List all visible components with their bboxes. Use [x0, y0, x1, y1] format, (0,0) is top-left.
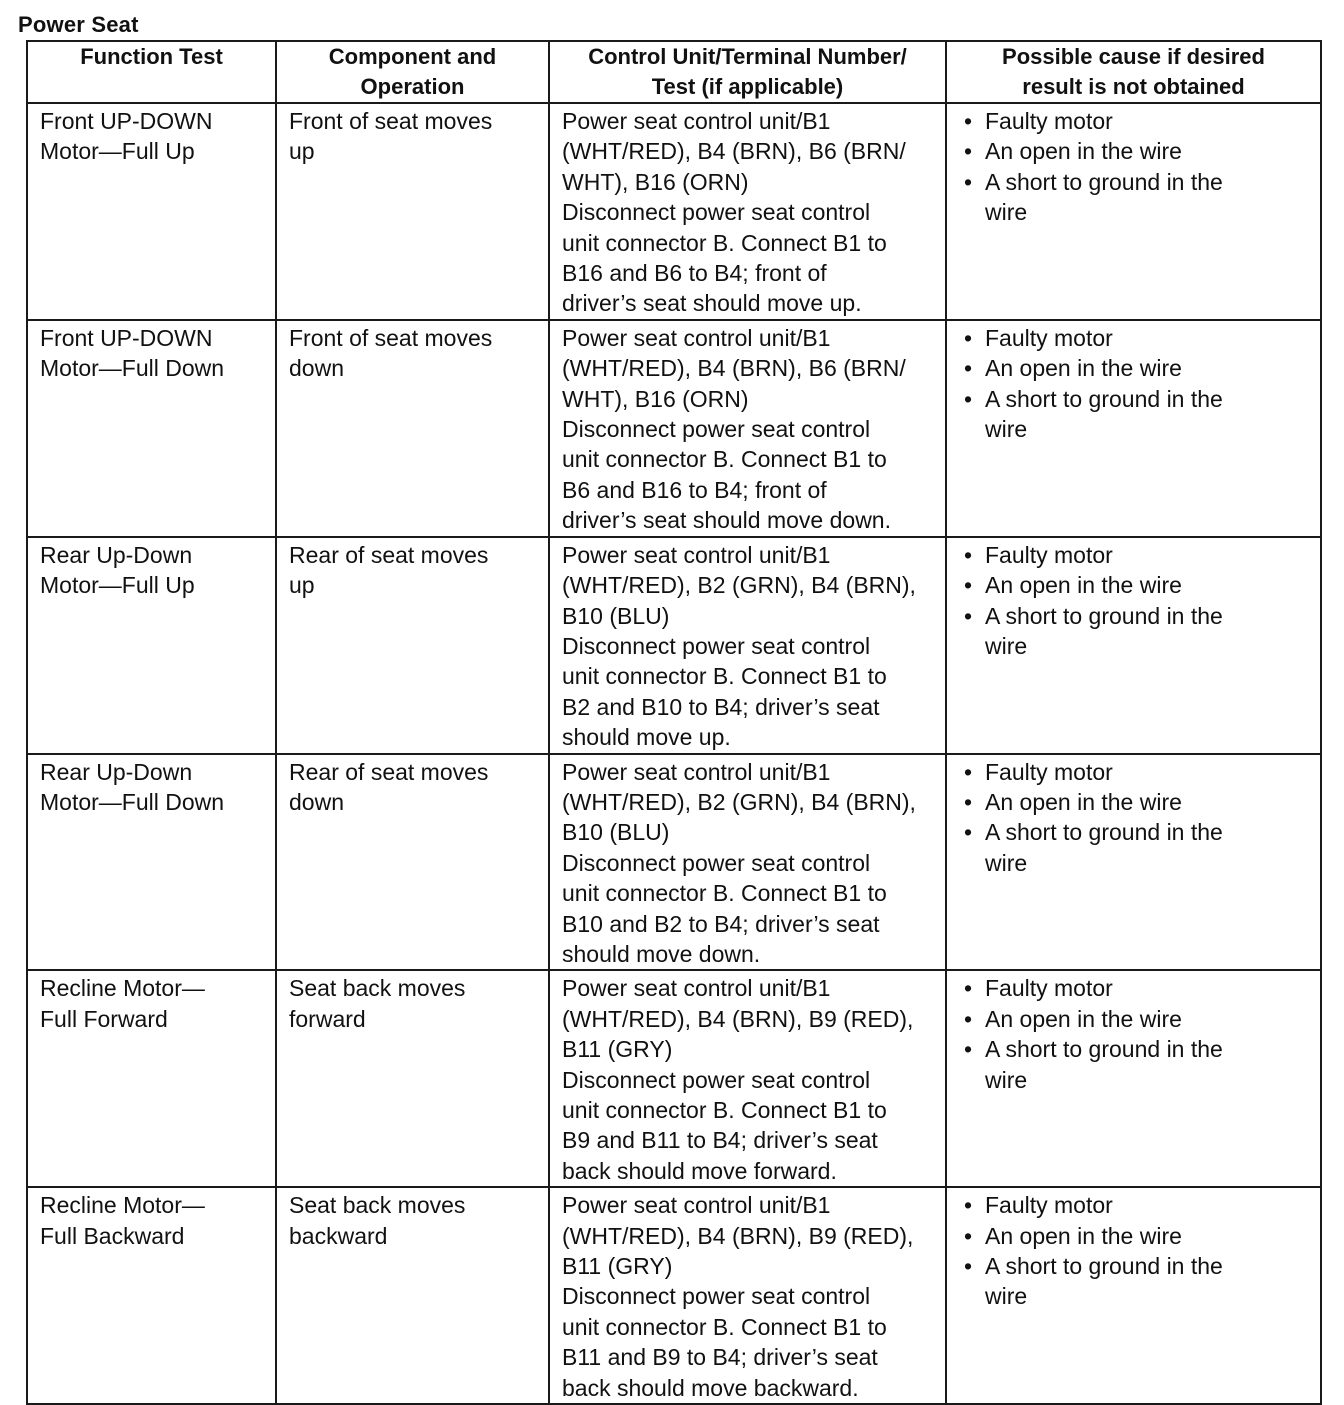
- component-operation-line: up: [289, 572, 315, 599]
- cause-item: [959, 973, 1314, 1003]
- control-unit-line: B9 and B11 to B4; driver’s seat: [562, 1127, 878, 1154]
- cause-item: [959, 570, 1314, 600]
- cause-line: A short to ground in the: [985, 819, 1223, 846]
- cause-line: Faulty motor: [985, 541, 1113, 568]
- bullet-icon: •: [964, 1005, 973, 1032]
- cause-line: Faulty motor: [985, 975, 1113, 1002]
- bullet-icon: •: [964, 1192, 973, 1219]
- cause-line: Faulty motor: [985, 758, 1113, 785]
- header-function-test: [27, 41, 276, 103]
- cause-line: An open in the wire: [985, 1005, 1182, 1032]
- control-unit-line: Power seat control unit/B1: [562, 758, 831, 785]
- function-test-line: Rear Up-Down: [40, 541, 193, 568]
- cause-line: wire: [985, 416, 1028, 443]
- function-test-line: Rear Up-Down: [40, 758, 193, 785]
- control-unit-cell: [549, 320, 946, 537]
- cause-line: Faulty motor: [985, 1192, 1113, 1219]
- cause-line: An open in the wire: [985, 1222, 1182, 1249]
- table-row: [27, 537, 1321, 754]
- possible-cause-cell: [946, 103, 1321, 320]
- function-test-line: Motor—Full Down: [40, 355, 225, 382]
- control-unit-line: unit connector B. Connect B1 to: [562, 229, 887, 256]
- function-test-line: Motor—Full Down: [40, 788, 225, 815]
- function-test-line: Front UP-DOWN: [40, 324, 213, 351]
- possible-cause-cell: [946, 970, 1321, 1187]
- function-test-line: Full Forward: [40, 1005, 168, 1032]
- component-operation-cell: [276, 754, 549, 971]
- cause-list: [959, 540, 1314, 662]
- cause-list: [959, 973, 1314, 1095]
- header-line: Operation: [360, 74, 465, 99]
- header-line: Possible cause if desired: [1002, 44, 1265, 69]
- control-unit-line: back should move backward.: [562, 1374, 859, 1401]
- control-unit-line: Disconnect power seat control: [562, 199, 871, 226]
- control-unit-line: B11 (GRY): [562, 1036, 673, 1063]
- table-row: [27, 320, 1321, 537]
- control-unit-line: (WHT/RED), B4 (BRN), B9 (RED),: [562, 1005, 914, 1032]
- control-unit-line: B11 (GRY): [562, 1253, 673, 1280]
- table-row: [27, 1187, 1321, 1404]
- header-line: Control Unit/Terminal Number/: [588, 44, 907, 69]
- cause-line: wire: [985, 632, 1028, 659]
- function-test-cell: [27, 970, 276, 1187]
- function-test-line: Motor—Full Up: [40, 138, 195, 165]
- cause-item: [959, 1004, 1314, 1034]
- component-operation-cell: [276, 320, 549, 537]
- cause-list: [959, 323, 1314, 445]
- component-operation-line: Rear of seat moves: [289, 758, 489, 785]
- control-unit-line: Disconnect power seat control: [562, 1066, 871, 1093]
- control-unit-line: (WHT/RED), B4 (BRN), B6 (BRN/: [562, 355, 906, 382]
- cause-line: A short to ground in the: [985, 168, 1223, 195]
- header-line: Test (if applicable): [651, 74, 844, 99]
- cause-item: [959, 1251, 1314, 1312]
- bullet-icon: •: [964, 1222, 973, 1249]
- control-unit-line: Disconnect power seat control: [562, 1283, 871, 1310]
- table-row: [27, 754, 1321, 971]
- component-operation-cell: [276, 537, 549, 754]
- cause-list: [959, 106, 1314, 228]
- control-unit-line: (WHT/RED), B4 (BRN), B9 (RED),: [562, 1222, 914, 1249]
- control-unit-cell: [549, 103, 946, 320]
- cause-item: [959, 817, 1314, 878]
- bullet-icon: •: [964, 138, 973, 165]
- cause-line: wire: [985, 199, 1028, 226]
- control-unit-line: (WHT/RED), B2 (GRN), B4 (BRN),: [562, 572, 916, 599]
- bullet-icon: •: [964, 108, 973, 134]
- control-unit-line: B2 and B10 to B4; driver’s seat: [562, 693, 880, 720]
- bullet-icon: •: [964, 1036, 973, 1063]
- bullet-icon: •: [964, 975, 973, 1002]
- control-unit-line: B10 (BLU): [562, 819, 670, 846]
- component-operation-line: Seat back moves: [289, 975, 466, 1002]
- control-unit-line: unit connector B. Connect B1 to: [562, 446, 887, 473]
- control-unit-line: WHT), B16 (ORN): [562, 385, 749, 412]
- control-unit-line: Power seat control unit/B1: [562, 108, 831, 134]
- control-unit-line: unit connector B. Connect B1 to: [562, 1313, 887, 1340]
- possible-cause-cell: [946, 754, 1321, 971]
- bullet-icon: •: [964, 385, 973, 412]
- control-unit-line: driver’s seat should move up.: [562, 290, 862, 317]
- bullet-icon: •: [964, 168, 973, 195]
- control-unit-cell: [549, 970, 946, 1187]
- control-unit-line: should move up.: [562, 724, 731, 751]
- component-operation-line: Front of seat moves: [289, 108, 493, 134]
- bullet-icon: •: [964, 1253, 973, 1280]
- function-test-cell: [27, 103, 276, 320]
- cause-item: [959, 757, 1314, 787]
- control-unit-line: unit connector B. Connect B1 to: [562, 880, 887, 907]
- control-unit-cell: [549, 1187, 946, 1404]
- cause-line: wire: [985, 1066, 1028, 1093]
- cause-line: An open in the wire: [985, 138, 1182, 165]
- control-unit-line: unit connector B. Connect B1 to: [562, 663, 887, 690]
- control-unit-line: B10 (BLU): [562, 602, 670, 629]
- cause-item: [959, 1221, 1314, 1251]
- page-title: Power Seat: [18, 12, 139, 37]
- control-unit-line: B11 and B9 to B4; driver’s seat: [562, 1344, 878, 1371]
- component-operation-line: Rear of seat moves: [289, 541, 489, 568]
- cause-line: An open in the wire: [985, 355, 1182, 382]
- cause-item: [959, 353, 1314, 383]
- cause-item: [959, 540, 1314, 570]
- cause-item: [959, 167, 1314, 228]
- control-unit-line: Disconnect power seat control: [562, 849, 871, 876]
- component-operation-line: down: [289, 355, 344, 382]
- control-unit-line: B6 and B16 to B4; front of: [562, 476, 827, 503]
- control-unit-line: Disconnect power seat control: [562, 632, 871, 659]
- cause-line: wire: [985, 1283, 1028, 1310]
- component-operation-line: backward: [289, 1222, 388, 1249]
- control-unit-line: Disconnect power seat control: [562, 416, 871, 443]
- control-unit-line: B10 and B2 to B4; driver’s seat: [562, 910, 880, 937]
- control-unit-line: Power seat control unit/B1: [562, 975, 831, 1002]
- function-test-line: Recline Motor—: [40, 1192, 205, 1219]
- cause-item: [959, 106, 1314, 136]
- function-test-line: Recline Motor—: [40, 975, 205, 1002]
- table-header-row: [27, 41, 1321, 103]
- cause-list: [959, 1190, 1314, 1312]
- header-line: result is not obtained: [1022, 74, 1245, 99]
- cause-line: Faulty motor: [985, 324, 1113, 351]
- function-test-cell: [27, 320, 276, 537]
- possible-cause-cell: [946, 320, 1321, 537]
- component-operation-line: down: [289, 788, 344, 815]
- function-test-line: Front UP-DOWN: [40, 108, 213, 134]
- cause-line: wire: [985, 849, 1028, 876]
- bullet-icon: •: [964, 602, 973, 629]
- function-test-cell: [27, 754, 276, 971]
- component-operation-line: up: [289, 138, 315, 165]
- function-test-line: Full Backward: [40, 1222, 185, 1249]
- control-unit-line: driver’s seat should move down.: [562, 507, 891, 534]
- control-unit-line: Power seat control unit/B1: [562, 1192, 831, 1219]
- component-operation-cell: [276, 1187, 549, 1404]
- cause-line: A short to ground in the: [985, 1253, 1223, 1280]
- cause-line: Faulty motor: [985, 108, 1113, 134]
- cause-item: [959, 323, 1314, 353]
- control-unit-line: unit connector B. Connect B1 to: [562, 1097, 887, 1123]
- header-control-unit-terminal: [549, 41, 946, 103]
- cause-item: [959, 601, 1314, 662]
- cause-line: An open in the wire: [985, 572, 1182, 599]
- bullet-icon: •: [964, 355, 973, 382]
- control-unit-line: B16 and B6 to B4; front of: [562, 260, 827, 287]
- control-unit-line: Power seat control unit/B1: [562, 541, 831, 568]
- bullet-icon: •: [964, 572, 973, 599]
- cause-item: [959, 1034, 1314, 1095]
- cause-item: [959, 384, 1314, 445]
- control-unit-line: (WHT/RED), B4 (BRN), B6 (BRN/: [562, 138, 906, 165]
- cause-item: [959, 787, 1314, 817]
- bullet-icon: •: [964, 324, 973, 351]
- component-operation-line: Seat back moves: [289, 1192, 466, 1219]
- cause-line: A short to ground in the: [985, 1036, 1223, 1063]
- bullet-icon: •: [964, 788, 973, 815]
- cause-item: [959, 136, 1314, 166]
- control-unit-line: (WHT/RED), B2 (GRN), B4 (BRN),: [562, 788, 916, 815]
- control-unit-line: should move down.: [562, 940, 761, 967]
- header-possible-cause: [946, 41, 1321, 103]
- component-operation-cell: [276, 970, 549, 1187]
- cause-item: [959, 1190, 1314, 1220]
- component-operation-line: forward: [289, 1005, 366, 1032]
- cause-line: A short to ground in the: [985, 602, 1223, 629]
- function-test-cell: [27, 537, 276, 754]
- cause-line: An open in the wire: [985, 788, 1182, 815]
- cause-line: A short to ground in the: [985, 385, 1223, 412]
- function-test-cell: [27, 1187, 276, 1404]
- control-unit-cell: [549, 754, 946, 971]
- table-row: [27, 103, 1321, 320]
- control-unit-line: Power seat control unit/B1: [562, 324, 831, 351]
- header-line: Function Test: [80, 44, 223, 69]
- header-component-operation: [276, 41, 549, 103]
- control-unit-line: WHT), B16 (ORN): [562, 168, 749, 195]
- control-unit-line: back should move forward.: [562, 1157, 837, 1184]
- power-seat-table: [26, 40, 1322, 1405]
- component-operation-line: Front of seat moves: [289, 324, 493, 351]
- cause-list: [959, 757, 1314, 879]
- table-row: [27, 970, 1321, 1187]
- bullet-icon: •: [964, 758, 973, 785]
- function-test-line: Motor—Full Up: [40, 572, 195, 599]
- possible-cause-cell: [946, 537, 1321, 754]
- component-operation-cell: [276, 103, 549, 320]
- possible-cause-cell: [946, 1187, 1321, 1404]
- control-unit-cell: [549, 537, 946, 754]
- bullet-icon: •: [964, 819, 973, 846]
- header-line: Component and: [328, 44, 497, 69]
- bullet-icon: •: [964, 541, 973, 568]
